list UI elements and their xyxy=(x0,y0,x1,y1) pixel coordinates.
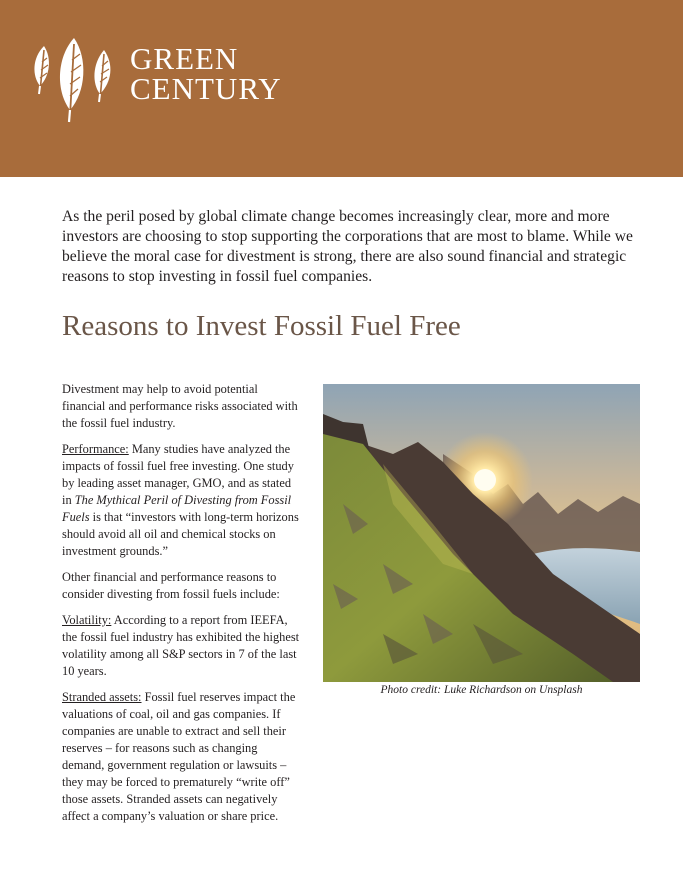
body-paragraph-stranded-assets xyxy=(62,689,302,825)
leaf-trio-icon xyxy=(30,36,125,124)
stranded-assets-text: Fossil fuel reserves impact the valuations of coal, oil and gas companies. If companies are unable to extract and sell their reserves – for reasons such as changing demand, government regulation or lawsuits – they may be forced to prematurely “write off” those assets. Stranded assets can negatively affect a company’s valuation or share price. xyxy=(62,690,296,823)
brand-line-1: GREEN xyxy=(130,41,239,76)
body-column xyxy=(62,381,302,834)
volatility-text: According to a report from IEEFA, the fossil fuel industry has exhibited the highest volatility among all S&P sectors in 7 of the last 10 years. xyxy=(62,613,300,678)
performance-source-title: The Mythical Peril of Divesting from Fossil Fuels xyxy=(62,493,292,524)
mountain-sunset-photo xyxy=(323,384,640,682)
brand-wordmark xyxy=(130,41,282,106)
page-title: Reasons to Invest Fossil Fuel Free xyxy=(62,310,461,342)
brand-line-2: CENTURY xyxy=(130,71,282,106)
intro-paragraph: As the peril posed by global climate change becomes increasingly clear, more and more investors are choosing to stop supporting the corporations that are most to blame. While we believe the moral case for divestment is strong, there are also sound financial and strategic reasons to stop investing in fossil fuel companies. xyxy=(62,208,633,285)
body-paragraph-performance xyxy=(62,441,302,560)
photo-credit: Photo credit: Luke Richardson on Unsplash xyxy=(380,684,583,696)
header-banner xyxy=(0,0,683,177)
body-paragraph-volatility xyxy=(62,612,302,680)
performance-text-1: Many studies have analyzed the impacts of fossil fuel free investing. One study by leading asset manager, GMO, and as stated in xyxy=(62,442,294,507)
volatility-label: Volatility: xyxy=(62,613,112,627)
body-paragraph-other-reasons: Other financial and performance reasons to consider divesting from fossil fuels include: xyxy=(62,570,280,601)
performance-text-2: is that “investors with long-term horizons should avoid all oil and chemical stocks on investment grounds.” xyxy=(62,510,299,558)
stranded-assets-label: Stranded assets: xyxy=(62,690,142,704)
body-paragraph-divestment: Divestment may help to avoid potential financial and performance risks associated with the fossil fuel industry. xyxy=(62,382,298,430)
performance-label: Performance: xyxy=(62,442,129,456)
